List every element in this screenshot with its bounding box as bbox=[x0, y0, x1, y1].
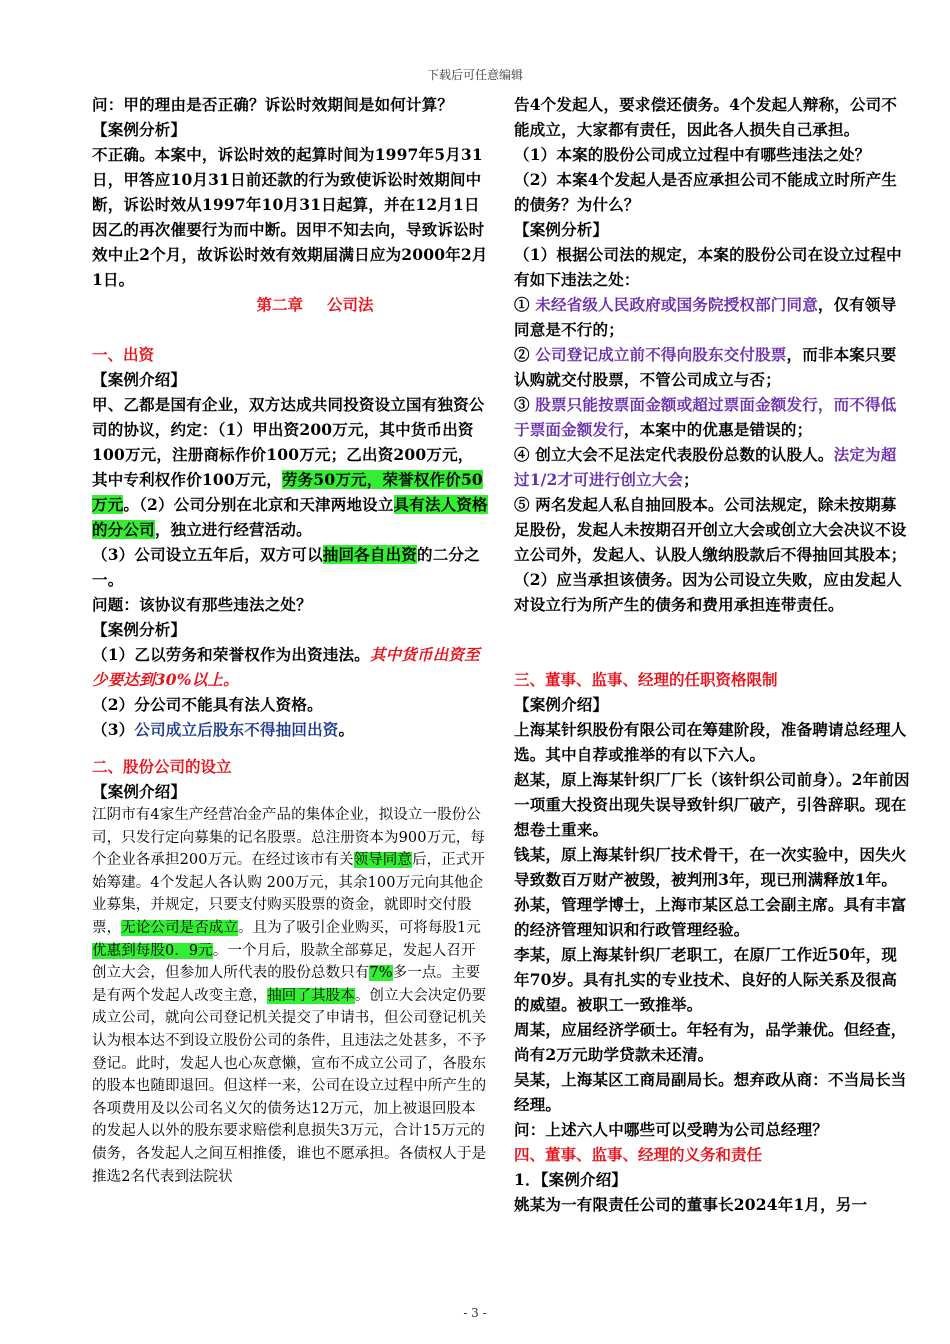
case-question: （1）本案的股份公司成立过程中有哪些违法之处？ bbox=[514, 145, 871, 164]
case-paragraph: （3）公司设立五年后，双方可以抽回各自出资的二分之一。 bbox=[92, 545, 480, 589]
highlight: 优惠到每股0．9元 bbox=[92, 942, 213, 959]
analysis-label: 【案例分析】 bbox=[92, 120, 187, 139]
candidate-paragraph: 周某，应届经济学硕士。年轻有为，品学兼优。但经查，尚有2万元助学贷款未还清。 bbox=[514, 1020, 907, 1064]
case-question: （2）本案4个发起人是否应承担公司不能成立时所产生的债务？为什么？ bbox=[514, 170, 898, 214]
page-number: - 3 - bbox=[463, 1306, 487, 1320]
candidate-paragraph: 李某，原上海某针织厂老职工，在原厂工作近50年，现年70岁。具有扎实的专业技术、良好的人际关系及很高的威望。被职工一致推举。 bbox=[514, 945, 898, 1014]
case-intro-label: 【案例介绍】 bbox=[92, 782, 187, 801]
purple-emphasis: 股票只能按票面金额或超过票面金额发行，而不得低于票面金额发行 bbox=[514, 395, 897, 439]
candidate-paragraph: 孙某，管理学博士，上海市某区总工会副主席。具有丰富的经济管理知识和行政管理经验。 bbox=[514, 895, 907, 939]
case-question: 问题：该协议有那些违法之处？ bbox=[92, 595, 312, 614]
analysis-item: （3）公司成立后股东不得抽回出资。 bbox=[92, 720, 355, 739]
analysis-text: 不正确。本案中，诉讼时效的起算时间为1997年5月31日，甲答应10月31日前还款的行为致使诉讼时效期间中断，诉讼时效从1997年10月31日起算，并在12月1日因乙的再次催要行为而中断。因甲不知去向，导致诉讼时效中止2个月，故诉讼时效有效期届满日应为2000年2月1日。 bbox=[92, 145, 488, 289]
analysis-item: （1）乙以劳务和荣誉权作为出资违法。其中货币出资至少要达到30%以上。 bbox=[92, 645, 480, 689]
analysis-item: （1）根据公司法的规定，本案的股份公司在设立过程中有如下违法之处： bbox=[514, 245, 902, 289]
section-heading-3: 三、董事、监事、经理的任职资格限制 bbox=[514, 670, 778, 689]
highlight: 无论公司是否成立 bbox=[121, 919, 239, 936]
left-column bbox=[92, 92, 488, 1188]
purple-emphasis: 公司登记成立前不得向股东交付股票 bbox=[535, 345, 787, 364]
analysis-label: 【案例分析】 bbox=[514, 220, 609, 239]
violation-item: ⑤ 两名发起人私自抽回股本。公司法规定，除未按期募足股份，发起人未按期召开创立大会或创立大会决议不设立公司外，发起人、认股人缴纳股款后不得抽回其股本； bbox=[514, 495, 907, 564]
navy-emphasis: 公司成立后股东不得抽回出资 bbox=[134, 720, 339, 739]
highlight: 抽回各自出资 bbox=[322, 545, 417, 564]
analysis-item: （2）分公司不能具有法人资格。 bbox=[92, 695, 323, 714]
question-text: 问：甲的理由是否正确？诉讼时效期间是如何计算？ bbox=[92, 95, 454, 114]
case-intro-label: 1．【案例介绍】 bbox=[514, 1170, 628, 1189]
case-paragraph: 姚某为一有限责任公司的董事长2024年1月，另一 bbox=[514, 1195, 868, 1214]
purple-emphasis: 法定为超过1/2才可进行创立大会 bbox=[514, 445, 897, 489]
violation-item: ④ 创立大会不足法定代表股份总数的认股人。法定为超过1/2才可进行创立大会； bbox=[514, 445, 897, 489]
violation-item: ② 公司登记成立前不得向股东交付股票，而非本案只要认购就交付股票，不管公司成立与否； bbox=[514, 345, 897, 389]
case-paragraph: 江阴市有4家生产经营冶金产品的集体企业，拟设立一股份公司，只发行定向募集的记名股票。总注册资本为900万元，每个企业各承担200万元。在经过该市有关领导同意后，正式开始筹建。4个发起人各认购 200万元，其余100万元向其他企业募集，并规定，只要支付购买股票的资金，就即时交付股票，无论公司是否成立。且为了吸引企业购买，可将每股1元优惠到每股0．9元。一个月后，股款全部募足，发起人召开创立大会，但参加人所代表的股份总数只有7%多一点。主要是有两个发起人改变主意，抽回了其股本。创立大会决定仍要成立公司，就向公司登记机关提交了申请书，但公司登记机关认为根本达不到设立股份公司的条件，且违法之处甚多，不予登记。此时，发起人也心灰意懒，宣布不成立公司了，各股东的股本也随即退回。但这样一来，公司在设立过程中所产生的各项费用及以公司名义欠的债务达12万元，加上被退回股本的发起人以外的股东要求赔偿利息损失3万元，合计15万元的债务，各发起人之间互相推倭，谁也不愿承担。各债权人于是推选2名代表到法院状 bbox=[92, 807, 487, 1185]
chapter-title: 第二章 公司法 bbox=[256, 295, 374, 314]
case-question: 问：上述六人中哪些可以受聘为公司总经理？ bbox=[514, 1120, 829, 1139]
candidate-paragraph: 吴某，上海某区工商局副局长。想弃政从商：不当局长当经理。 bbox=[514, 1070, 907, 1114]
highlight: 具有法人资格的分公司 bbox=[92, 495, 488, 539]
analysis-item: （2）应当承担该债务。因为公司设立失败，应由发起人对设立行为所产生的债务和费用承担连带责任。 bbox=[514, 570, 902, 614]
case-paragraph: 告4个发起人，要求偿还债务。4个发起人辩称，公司不能成立，大家都有责任，因此各人损失自己承担。 bbox=[514, 95, 898, 139]
highlight: 抽回了其股本 bbox=[267, 987, 355, 1004]
right-column bbox=[514, 92, 910, 1217]
case-intro-label: 【案例介绍】 bbox=[514, 695, 609, 714]
violation-item: ① 未经省级人民政府或国务院授权部门同意，仅有领导同意是不行的； bbox=[514, 295, 897, 339]
analysis-label: 【案例分析】 bbox=[92, 620, 187, 639]
highlight: 领导同意 bbox=[353, 852, 412, 869]
case-paragraph: 上海某针织股份有限公司在筹建阶段，准备聘请总经理人选。其中自荐或推举的有以下六人。 bbox=[514, 720, 907, 764]
page-header: 下载后可任意编辑 bbox=[426, 68, 523, 82]
case-intro-label: 【案例介绍】 bbox=[92, 370, 187, 389]
red-emphasis: 其中货币出资至少要达到30%以上。 bbox=[92, 645, 480, 689]
section-heading-2: 二、股份公司的设立 bbox=[92, 757, 232, 776]
purple-emphasis: 未经省级人民政府或国务院授权部门同意 bbox=[535, 295, 818, 314]
candidate-paragraph: 钱某，原上海某针织厂技术骨干，在一次实验中，因失火导致数百万财产被毁，被判刑3年，现已刑满释放1年。 bbox=[514, 845, 907, 889]
highlight: 劳务50万元，荣誉权作价50万元 bbox=[92, 470, 483, 514]
case-paragraph: 甲、乙都是国有企业，双方达成共同投资设立国有独资公司的协议，约定：（1）甲出资200万元，其中货币出资100万元，注册商标作价100万元；乙出资200万元，其中专利权作价100万元，劳务50万元，荣誉权作价50万元。（2）公司分别在北京和天津两地设立具有法人资格的分公司，独立进行经营活动。 bbox=[92, 395, 488, 539]
candidate-paragraph: 赵某，原上海某针织厂厂长（该针织公司前身）。2年前因一项重大投资出现失误导致针织厂破产，引咎辞职。现在想卷土重来。 bbox=[514, 770, 910, 839]
section-heading-4: 四、董事、监事、经理的义务和责任 bbox=[514, 1145, 763, 1164]
violation-item: ③ 股票只能按票面金额或超过票面金额发行，而不得低于票面金额发行，本案中的优惠是错误的； bbox=[514, 395, 897, 439]
highlight: 7% bbox=[369, 965, 393, 982]
section-heading-1: 一、出资 bbox=[92, 345, 155, 364]
